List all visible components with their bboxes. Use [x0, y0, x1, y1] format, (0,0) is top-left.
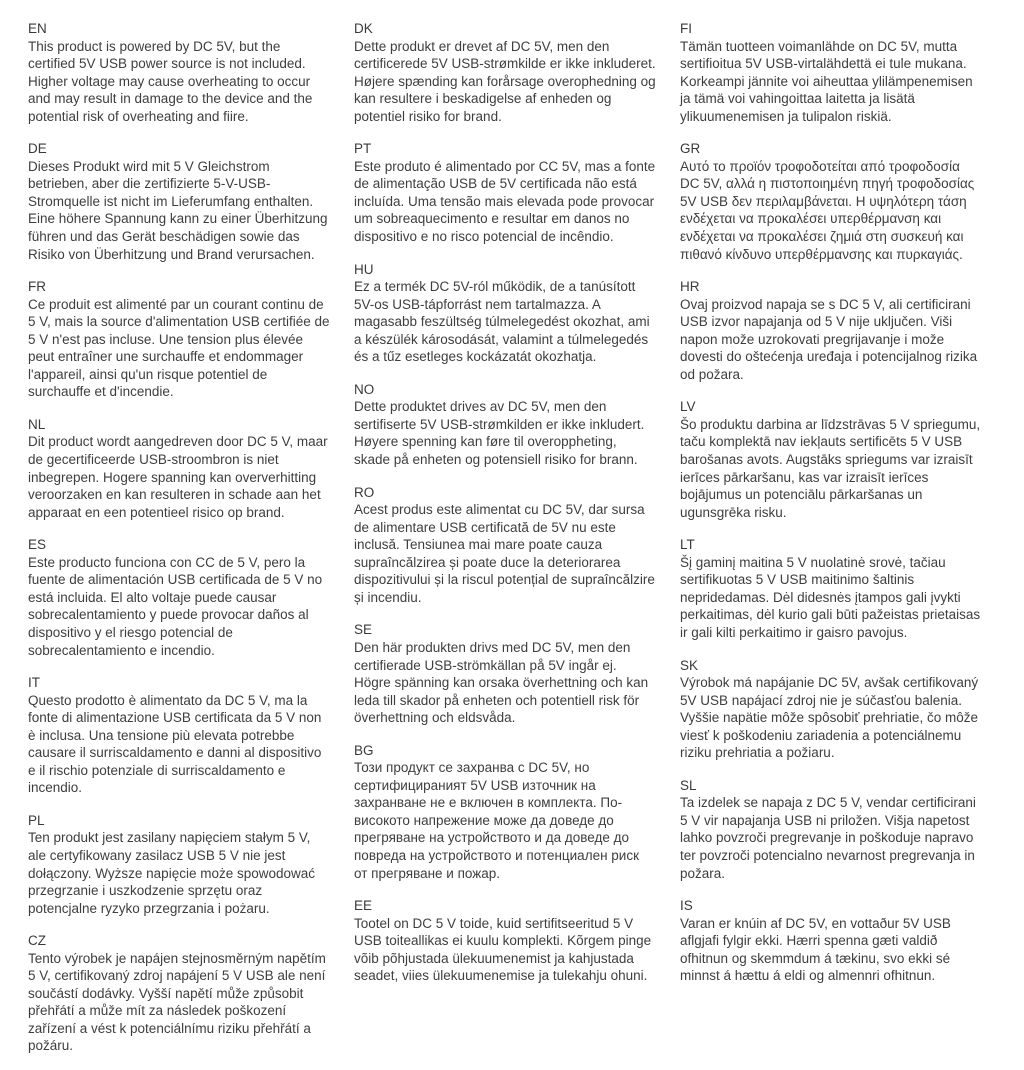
lang-text-hu: Ez a termék DC 5V-ról működik, de a tanúsított 5V-os USB-tápforrást nem tartalmazza. A magasabb feszültség túlmelegedést okozhat, ami a készülék károsodását, valamint a túlmelegedés és a tűz esetleges kockázatát okozhatja.: [354, 279, 650, 365]
lang-code-fr: FR: [28, 279, 46, 295]
lang-text-se: Den här produkten drivs med DC 5V, men den certifierade USB-strömkällan på 5V ingår ej. Högre spänning kan orsaka överhettning och kan leda till skador på enheten och potentiell risk för överhettning och eldsvåda.: [354, 639, 649, 726]
lang-code-fi: FI: [680, 21, 692, 36]
lang-code-nl: NL: [28, 416, 46, 432]
lang-section-cz: [28, 932, 330, 1055]
lang-code-sl: SL: [680, 777, 697, 793]
lang-text-is: Varan er knúin af DC 5V, en vottaður 5V USB aflgjafi fylgir ekki. Hærri spenna gæti valdið ofhitnun og skemmdum á tækinu, svo ekki sé minnst á hættu á eldi og almennri ofhitnun.: [680, 915, 951, 984]
lang-text-ee: Tootel on DC 5 V toide, kuid sertifitseeritud 5 V USB toiteallikas ei kuulu komplekti. Kõrgem pinge võib põhjustada ülekuumenemist ja kahjustada seadet, viies ülekuumenemise ja tulekahju ohuni.: [354, 915, 652, 984]
column-2: [354, 20, 656, 1070]
lang-section-hu: [354, 261, 656, 366]
lang-text-de: Dieses Produkt wird mit 5 V Gleichstrom betrieben, aber die zertifizierte 5-V-USB-Stromquelle ist nicht im Lieferumfang enthalten. Eine höhere Spannung kann zu einer Überhitzung führen und das Gerät beschädigen sowie das Risiko von Überhitzung und Brand verursachen.: [28, 158, 328, 262]
lang-section-fr: [28, 278, 330, 401]
lang-code-es: ES: [28, 537, 47, 553]
lang-text-ro: Acest produs este alimentat cu DC 5V, dar sursa de alimentare USB certificată de 5V nu este inclusă. Tensiunea mai mare poate cauza supraîncălzirea și poate duce la deteriorarea dispozitivului și la riscul potențial de supraîncălzire și incendiu.: [354, 502, 655, 605]
lang-text-fr: Ce produit est alimenté par un courant continu de 5 V, mais la source d'alimentation USB certifiée de 5 V n'est pas incluse. Une tension plus élevée peut entraîner une surchauffe et endommager l'appareil, ainsi qu'un risque potentiel de surchauffe et d'incendie.: [28, 296, 330, 400]
lang-section-es: [28, 536, 330, 659]
lang-section-gr: [680, 140, 982, 263]
lang-code-ro: RO: [354, 484, 375, 500]
lang-section-sk: [680, 657, 982, 762]
lang-code-no: NO: [354, 381, 375, 397]
column-1: [28, 20, 330, 1070]
lang-section-it: [28, 674, 330, 797]
lang-section-ro: [354, 484, 656, 607]
lang-code-ee: EE: [354, 898, 373, 914]
lang-text-it: Questo prodotto è alimentato da DC 5 V, ma la fonte di alimentazione USB certificata da 5 V non è inclusa. Una tensione più elevata potrebbe causare il surriscaldamento e danni al dispositivo e il rischio potenziale di surriscaldamento e incendio.: [28, 692, 322, 796]
lang-section-hr: [680, 278, 982, 383]
lang-code-de: DE: [28, 141, 47, 157]
lang-section-fi: [680, 20, 982, 125]
lang-code-en: EN: [28, 21, 47, 36]
lang-section-ee: [354, 897, 656, 985]
lang-section-se: [354, 621, 656, 726]
lang-section-no: [354, 381, 656, 469]
lang-section-en: [28, 20, 330, 125]
lang-text-lv: Šo produktu darbina ar līdzstrāvas 5 V spriegumu, taču komplektā nav iekļauts sertificēts 5 V USB barošanas avots. Augstāks spriegums var izraisīt ierīces pārkaršanu, kas var izraisīt ierīces bojājumus un potenciālu pārkaršanas un ugunsgrēka risku.: [680, 416, 981, 520]
lang-text-pt: Este produto é alimentado por CC 5V, mas a fonte de alimentação USB de 5V certificada não está incluída. Uma tensão mais elevada pode provocar um sobreaquecimento e resultar em danos no dispositivo e no risco potencial de incêndio.: [354, 158, 656, 245]
lang-code-pt: PT: [354, 141, 372, 157]
lang-code-se: SE: [354, 622, 373, 638]
lang-code-sk: SK: [680, 657, 699, 673]
lang-code-is: IS: [680, 898, 693, 914]
lang-section-sl: [680, 777, 982, 882]
lang-code-lt: LT: [680, 537, 695, 553]
lang-section-bg: [354, 742, 656, 882]
lang-text-en: This product is powered by DC 5V, but the certified 5V USB power source is not included. Higher voltage may cause overheating to occur and may result in damage to the device and the potential risk of overheating and fiire.: [28, 38, 313, 124]
lang-text-fi: Tämän tuotteen voimanlähde on DC 5V, mutta sertifioitua 5V USB-virtalähdettä ei tule mukana. Korkeampi jännite voi aiheuttaa ylilämpenemisen ja tämä voi vahingoittaa laitetta ja lisätä ylikuumenemisen ja tulipalon riskiä.: [680, 38, 973, 124]
lang-code-bg: BG: [354, 742, 374, 758]
lang-section-lt: [680, 536, 982, 641]
lang-text-gr: Αυτό το προϊόν τροφοδοτείται από τροφοδοσία DC 5V, αλλά η πιστοποιημένη πηγή τροφοδοσίας 5V USB δεν περιλαμβάνεται. Η υψηλότερη τάση ενδέχεται να προκαλέσει υπερθέρμανση και ενδέχεται να προκαλέσει ζημιά στη συσκευή και πιθανό κίνδυνο υπερθέρμανσης και πυρκαγιάς.: [680, 158, 975, 262]
lang-text-dk: Dette produkt er drevet af DC 5V, men den certificerede 5V USB-strømkilde er ikke inkluderet. Højere spænding kan forårsage overophedning og kan resultere i beskadigelse af enheden og potentiel risiko for brand.: [354, 38, 656, 124]
lang-text-lt: Šį gaminį maitina 5 V nuolatinė srovė, tačiau sertifikuotas 5 V USB maitinimo šaltinis nepridedamas. Dėl didesnės įtampos gali įvykti perkaitimas, dėl kurio gali būti pažeistas prietaisas ir gali kilti perkaitimo ir gaisro pavojus.: [680, 554, 981, 640]
lang-text-es: Este producto funciona con CC de 5 V, pero la fuente de alimentación USB certificada de 5 V no está incluida. El alto voltaje puede causar sobrecalentamiento y puede provocar daños al dispositivo y el riesgo potencial de sobrecalentamiento e incendio.: [28, 554, 323, 658]
lang-text-no: Dette produktet drives av DC 5V, men den sertifiserte 5V USB-strømkilden er ikke inkludert. Høyere spenning kan føre til overoppheting, skade på enheten og potensiell risiko for brann.: [354, 399, 645, 468]
lang-code-hu: HU: [354, 261, 374, 277]
lang-code-hr: HR: [680, 279, 700, 295]
lang-section-de: [28, 140, 330, 263]
lang-code-cz: CZ: [28, 933, 46, 949]
lang-text-nl: Dit product wordt aangedreven door DC 5 V, maar de gecertificeerde USB-stroombron is niet inbegrepen. Hogere spanning kan oververhitting veroorzaken en kan resulteren in schade aan het apparaat en een potentieel risico op brand.: [28, 434, 328, 520]
lang-text-bg: Този продукт се захранва с DC 5V, но сертифицираният 5V USB източник на захранване не е включен в комплекта. По-високото напрежение може да доведе до прегряване на устройството и да доведе до повреда на устройството и потенциален риск от прегряване и пожар.: [354, 760, 639, 881]
lang-code-pl: PL: [28, 812, 45, 828]
column-3: [680, 20, 982, 1070]
lang-code-lv: LV: [680, 399, 696, 415]
lang-section-pl: [28, 812, 330, 917]
lang-code-gr: GR: [680, 141, 701, 157]
lang-text-hr: Ovaj proizvod napaja se s DC 5 V, ali certificirani USB izvor napajanja od 5 V nije uključen. Viši napon može uzrokovati pregrijavanje i može dovesti do oštećenja uređaja i potencijalnog rizika od požara.: [680, 296, 978, 382]
lang-text-cz: Tento výrobek je napájen stejnosměrným napětím 5 V, certifikovaný zdroj napájení 5 V USB ale není součástí dodávky. Vyšší napětí může způsobit přehřátí a může mít za následek poškození zařízení a vést k potenciálnímu riziku přehřátí a požáru.: [28, 950, 326, 1054]
lang-section-dk: [354, 20, 656, 125]
lang-section-lv: [680, 398, 982, 521]
lang-text-sk: Výrobok má napájanie DC 5V, avšak certifikovaný 5V USB napájací zdroj nie je súčasťou balenia. Vyššie napätie môže spôsobiť prehriatie, čo môže viesť k poškodeniu zariadenia a potenciálnemu riziku prehriatia a požiaru.: [680, 675, 979, 761]
lang-text-pl: Ten produkt jest zasilany napięciem stałym 5 V, ale certyfikowany zasilacz USB 5 V nie jest dołączony. Wyższe napięcie może spowodować przegrzanie i uszkodzenie sprzętu oraz potencjalne ryzyko przegrzania i pożaru.: [28, 830, 316, 916]
lang-section-is: [680, 897, 982, 985]
lang-section-pt: [354, 140, 656, 245]
lang-code-it: IT: [28, 675, 40, 691]
lang-code-dk: DK: [354, 21, 373, 36]
lang-section-nl: [28, 416, 330, 521]
lang-text-sl: Ta izdelek se napaja z DC 5 V, vendar certificirani 5 V vir napajanja USB ni priložen. Višja napetost lahko povzroči pregrevanje in poškoduje napravo ter povzroči potencialno nevarnost pregrevanja in požara.: [680, 795, 976, 881]
